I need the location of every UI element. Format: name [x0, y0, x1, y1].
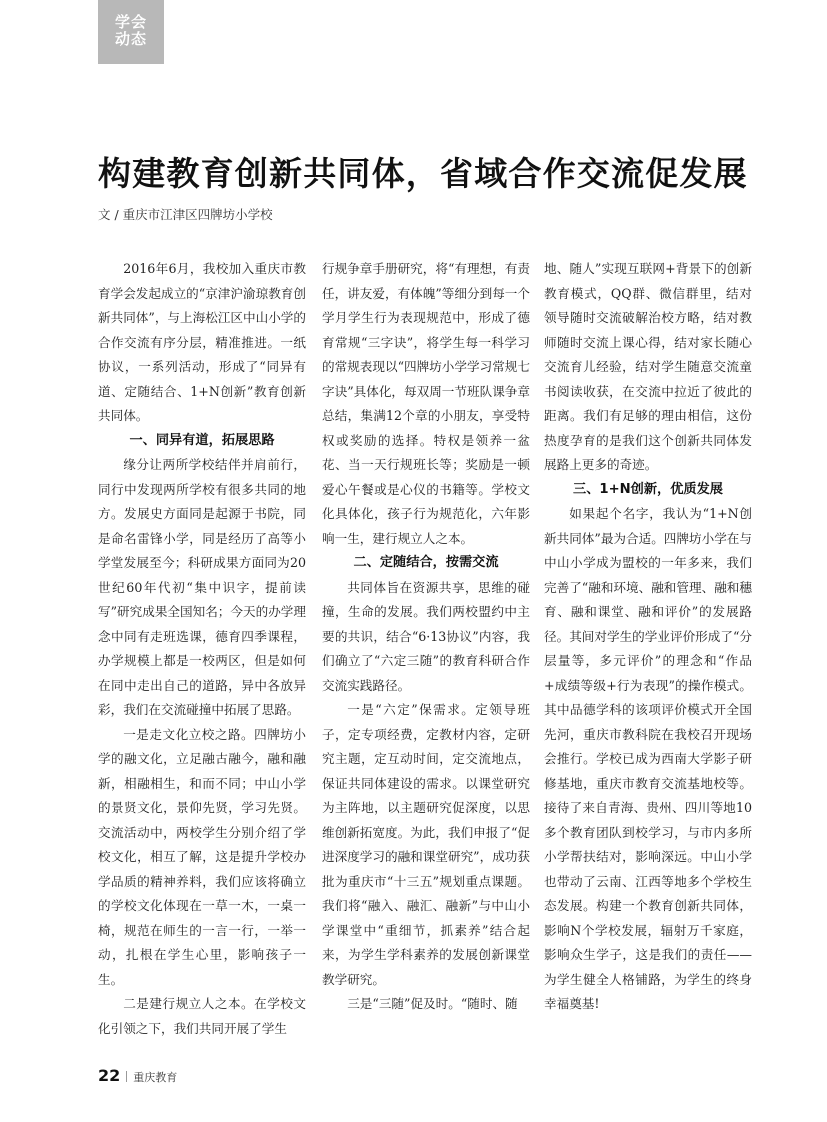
- section-heading: 一、同异有道，拓展思路: [129, 432, 275, 448]
- section-tag-line2: 动态: [114, 30, 147, 48]
- paragraph: 二是建行规立人之本。在学校文化引领之下，我们共同开展了学生: [98, 996, 306, 1036]
- paragraph: 三是“三随”促及时。“随时、随: [347, 996, 518, 1011]
- article-title: 构建教育创新共同体，省域合作交流促发展: [98, 154, 748, 193]
- paragraph: 地、随人”实现互联网+背景下的创新教育模式，QQ群、微信群里，结对领导随时交流破解治校方略，结对教师随时交流上课心得，结对家长随心交流育儿经验，结对学生随意交流童书阅读收获，在交流中拉近了彼此的距离。我们有足够的理由相信，这份热度孕育的是我们这个创新共同体发展路上更多的奇迹。: [544, 261, 752, 472]
- paragraph: 行规争章手册研究，将“有理想，有责任，讲友爱，有体魄”等细分到每一个学月学生行为表现规范中，形成了德育常规“三字诀”，将学生每一科学习的常规表现以“四牌坊小学学习常规七字诀”具体化，每双周一节班队课争章总结，集满12个章的小朋友，享受特权或奖励的选择。特权是领养一盆花、当一天行规班长等；奖励是一顿爱心午餐或是心仪的书籍等。学校文化具体化，孩子行为规范化，六年影响一生，建行规立人之本。: [322, 261, 530, 546]
- page-number: 22: [98, 1066, 121, 1085]
- paragraph: 一是“六定”保需求。定领导班子，定专项经费，定教材内容，定研究主题，定互动时间，定交流地点，保证共同体建设的需求。以课堂研究为主阵地，以主题研究促深度，以思维创新拓宽度。为此，我们申报了“促进深度学习的融和课堂研究”，成功获批为重庆市“十三五”规划重点课题。我们将“融入、融汇、融新”与中山小学课堂中“重细节，抓素养”结合起来，为学生学科素养的发展创新课堂教学研究。: [322, 702, 530, 987]
- page-footer: [98, 1066, 177, 1085]
- paragraph: 缘分让两所学校结伴并肩前行，同行中发现两所学校有很多共同的地方。发展史方面同是起源于书院，同是命名雷锋小学，同是经历了高等小学堂发展至今；科研成果方面同为20世纪60年代初“集中识字，提前读写”研究成果全国知名；今天的办学理念中同有走班选课，德育四季课程，办学规模上都是一校两区，但是如何在同中走出自己的道路，异中各放异彩，我们在交流碰撞中拓展了思路。: [98, 457, 306, 717]
- article-column-3: [544, 257, 752, 1017]
- footer-divider: [126, 1071, 127, 1082]
- paragraph: 共同体旨在资源共享，思维的碰撞，生命的发展。我们两校盟约中主要的共识，结合“6·13协议”内容，我们确立了“六定三随”的教育科研合作交流实践路径。: [322, 579, 530, 693]
- paragraph: 2016年6月，我校加入重庆市教育学会发起成立的“京津沪渝琼教育创新共同体”，与上海松江区中山小学的合作交流有序分层，精准推进。一纸协议，一系列活动，形成了“同异有道、定随结合、1+N创新”教育创新共同体。: [98, 261, 306, 423]
- section-tag: [98, 0, 164, 64]
- article-byline: 文 / 重庆市江津区四牌坊小学校: [98, 207, 273, 222]
- article-column-1: [98, 257, 306, 1041]
- paragraph: 一是走文化立校之路。四牌坊小学的融文化，立足融古融今，融和融新，相融相生，和而不同；中山小学的景贤文化，景仰先贤，学习先贤。交流活动中，两校学生分别介绍了学校文化，相互了解，这是提升学校办学品质的精神养料，我们应该将确立的学校文化体现在一草一木，一桌一椅，规范在师生的一言一行，一举一动，扎根在学生心里，影响孩子一生。: [98, 726, 306, 987]
- section-tag-line1: 学会: [114, 13, 147, 31]
- article-column-2: [322, 257, 530, 1017]
- magazine-name: 重庆教育: [133, 1071, 178, 1084]
- section-heading: 三、1+N创新，优质发展: [573, 481, 723, 497]
- paragraph: 如果起个名字，我认为“1+N创新共同体”最为合适。四牌坊小学在与中山小学成为盟校的一年多来，我们完善了“融和环境、融和管理、融和穗育、融和课堂、融和评价”的发展路径。其间对学生的学业评价形成了“分层量等，多元评价”的理念和“作品+成绩等级+行为表现”的操作模式。其中品德学科的该项评价模式开全国先河，重庆市教科院在我校召开现场会推行。学校已成为西南大学影子研修基地，重庆市教育交流基地校等。接待了来自青海、贵州、四川等地10多个教育团队到校学习，与市内多所小学帮扶结对，影响深远。中山小学也带动了云南、江西等地多个学校生态发展。构建一个教育创新共同体，影响N个学校发展，辐射万千家庭，影响众生学子，这是我们的责任——为学生健全人格铺路，为学生的终身幸福奠基!: [544, 506, 752, 1011]
- section-heading: 二、定随结合，按需交流: [353, 555, 499, 570]
